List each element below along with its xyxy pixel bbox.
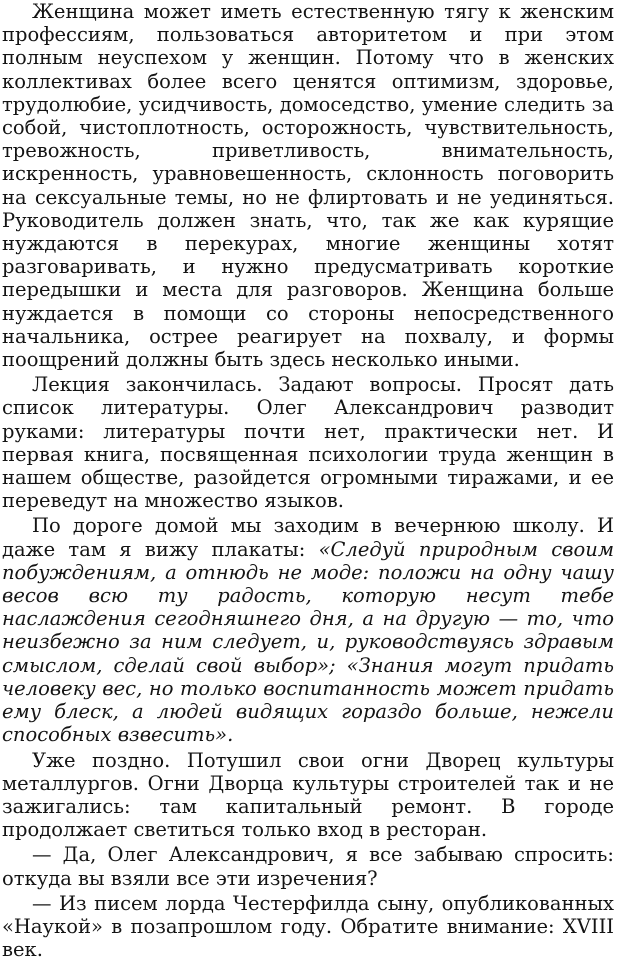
poster-quotes: «Следуй природным своим побуждениям, а отнюдь не моде: положи на одну чашу весов всю ту радость, которую несут тебе наслаждения сегодняшнего дня, а на другую — то, что неизбежно за ним следует, и, руководствуясь здравым смыслом, сделай свой выбор»; «Знания могут придать человеку вес, но только воспитанность может придать ему блеск, а людей видящих гораздо больше, нежели способных взвесить». bbox=[2, 537, 615, 747]
paragraph-women-professions: Женщина может иметь естественную тягу к женским профессиям, пользоваться авторитетом и при этом полным неуспехом у женщин. Потому что в женских коллективах более всего ценятся оптимизм, здоровье, трудолюбие, усидчивость, домоседство, умение следить за собой, чистоплотность, осторожность, чувствительность, тревожность, приветливость, внимательность, искренность, уравновешенность, склонность поговорить на сексуальные темы, но не флиртовать и не уединяться. Руководитель должен знать, что, так же как курящие нуждаются в перекурах, многие женщины хотят разговаривать, и нужно предусматривать короткие передышки и места для разговоров. Женщина больше нуждается в помощи со стороны непосредственного начальника, острее реагирует на похвалу, и формы поощрений должны быть здесь несколько иными. bbox=[2, 0, 614, 372]
dialogue-question: — Да, Олег Александрович, я все забываю спросить: откуда вы взяли все эти изречения? bbox=[2, 843, 614, 890]
paragraph-lecture-ended: Лекция закончилась. Задают вопросы. Просят дать список литературы. Олег Александрович разводит руками: литературы почти нет, практически нет. И первая книга, посвященная психологии труда женщин в нашем обществе, разойдется огромными тиражами, и ее переведут на множество языков. bbox=[2, 373, 614, 513]
paragraph-evening-school-intro: По дороге домой мы заходим в вечернюю школу. И даже там я вижу плакаты: bbox=[2, 514, 614, 561]
paragraph-evening-school bbox=[2, 514, 614, 746]
paragraph-late-evening: Уже поздно. Потушил свои огни Дворец культуры металлургов. Огни Дворца культуры строителей так и не зажигались: там капитальный ремонт. В городе продолжает светиться только вход в ресторан. bbox=[2, 748, 614, 842]
dialogue-answer: — Из писем лорда Честерфилда сыну, опубликованных «Наукой» в позапрошлом году. Обратите внимание: XVIII век. bbox=[2, 891, 614, 961]
